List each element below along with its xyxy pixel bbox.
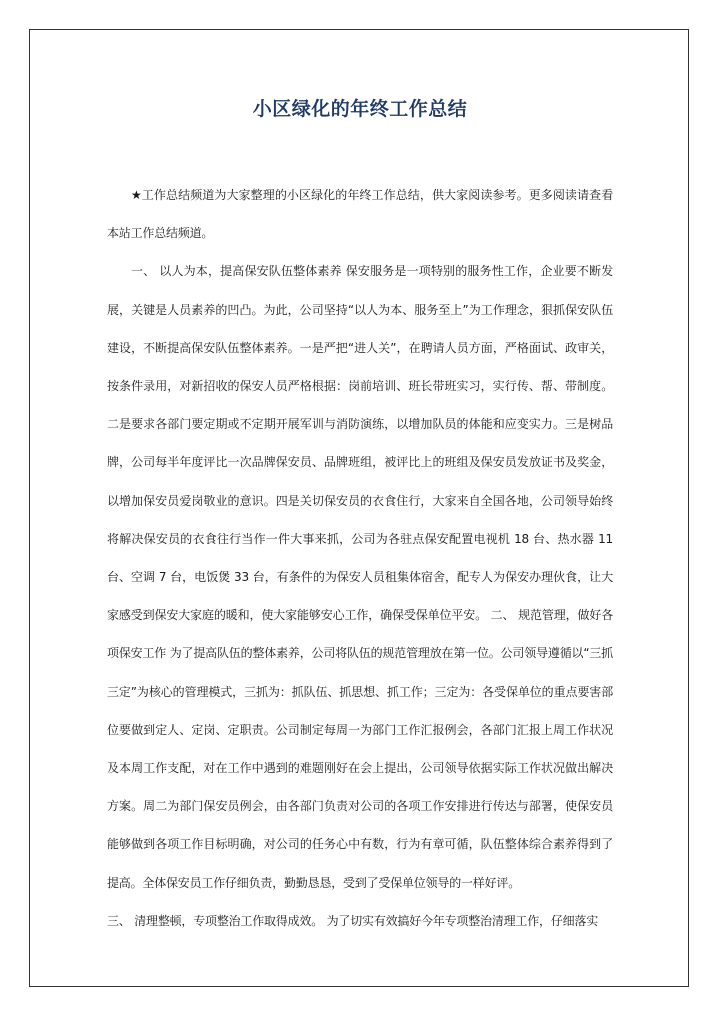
intro-paragraph: ★工作总结频道为大家整理的小区绿化的年终工作总结，供大家阅读参考。更多阅读请查看本站工作总结频道。 <box>107 188 613 241</box>
section-paragraph: 一、 以人为本，提高保安队伍整体素养 保安服务是一项特别的服务性工作，企业要不断发展，关键是人员素养的凹凸。为此，公司坚持“以人为本、服务至上”为工作理念，狠抓保安队伍建设，不断提高保安队伍整体素养。一是严把“进人关”，在聘请人员方面，严格面试、政审关，按条件录用，对新招收的保安人员严格根据：岗前培训、班长带班实习，实行传、帮、带制度。二是要求各部门要定期或不定期开展军训与消防演练，以增加队员的体能和应变实力。三是树品牌，公司每半年度评比一次品牌保安员、品牌班组，被评比上的班组及保安员发放证书及奖金，以增加保安员爱岗敬业的意识。四是关切保安员的衣食住行，大家来自全国各地，公司领导始终将解决保安员的衣食往行当作一件大事来抓，公司为各驻点保安配置电视机 18 台、热水器 11 台、空调 7 台，电饭煲 33 台，有条件的为保安人员租集体宿舍，配专人为保安办理伙食，让大家感受到保安大家庭的暖和，使大家能够安心工作，确保受保单位平安。 二、 规范管理，做好各项保安工作 为了提高队伍的整体素养，公司将队伍的规范管理放在第一位。公司领导遵循以“三抓三定”为核心的管理模式，三抓为：抓队伍、抓思想、抓工作；三定为：各受保单位的重点要害部位要做到定人、定岗、定职责。公司制定每周一为部门工作汇报例会，各部门汇报上周工作状况及本周工作支配，对在工作中遇到的难题刚好在会上提出，公司领导依据实际工作状况做出解决方案。周二为部门保安员例会，由各部门负责对公司的各项工作安排进行传达与部署，使保安员能够做到各项工作目标明确，对公司的任务心中有数，行为有章可循，队伍整体综合素养得到了提高。全体保安员工作仔细负责，勤勤恳恳，受到了受保单位领导的一样好评。 <box>107 264 613 890</box>
last-paragraph: 三、 清理整顿，专项整治工作取得成效。 为了切实有效搞好今年专项整治清理工作，仔细落实 <box>107 913 599 928</box>
document-title: 小区绿化的年终工作总结 <box>252 98 468 120</box>
document-body <box>107 176 613 940</box>
